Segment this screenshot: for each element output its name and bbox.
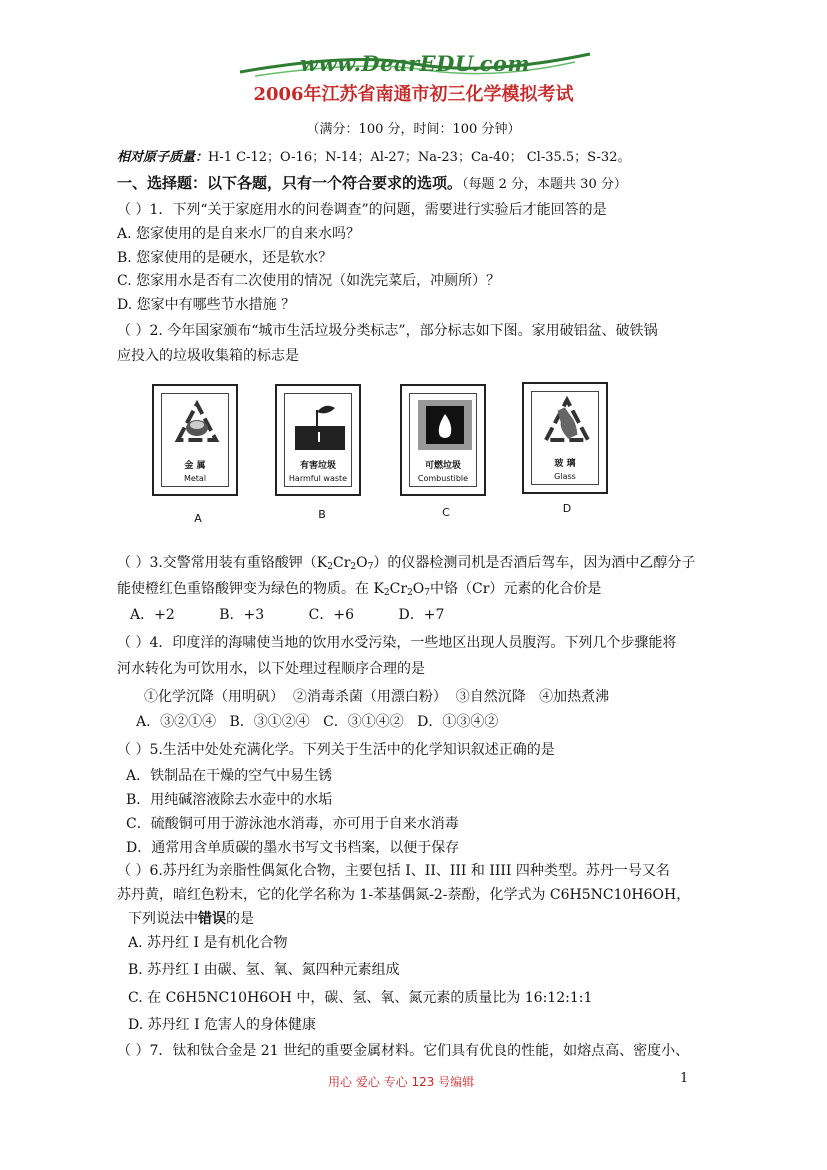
q6-text-c: 的是 — [226, 911, 254, 927]
q6-emphasis: 错误 — [198, 911, 226, 927]
sign-combustible-cn: 可燃垃圾 — [424, 461, 461, 471]
q1-option-d: D. 您家中有哪些节水措施 ？ — [117, 297, 296, 313]
formula-o: O — [356, 555, 368, 571]
q6-option-b: B. 苏丹红 I 由碳、氢、氧、氮四种元素组成 — [128, 962, 400, 978]
exam-title: 2006年江苏省南通市初三化学模拟考试 — [253, 84, 574, 105]
q1-option-a: A. 您家使用的是自来水厂的自来水吗？ — [117, 226, 361, 242]
q5-option-b: B．用纯碱溶液除去水壶中的水垢 — [126, 792, 333, 808]
q4-steps: ①化学沉降（用明矾） ②消毒杀菌（用漂白粉） ③自然沉降 ④加热煮沸 — [144, 689, 610, 705]
q2-stem-line2: 应投入的垃圾收集箱的标志是 — [117, 348, 299, 364]
q6-line3 — [128, 908, 254, 928]
atomic-mass-line — [117, 146, 630, 165]
q5-option-c: C．硫酸铜可用于游泳池水消毒，亦可用于自来水消毒 — [126, 816, 459, 832]
sign-metal-cn: 金 属 — [184, 461, 206, 471]
q3-options: A．+2 B．+3 C．+6 D．+7 — [130, 607, 445, 623]
sign-glass-en: Glass — [554, 472, 576, 481]
q3-text-b: ）的仪器检测司机是否酒后驾车，因为酒中乙醇分子 — [373, 555, 696, 571]
sign-metal-en: Metal — [183, 474, 207, 483]
formula-cr: Cr — [333, 555, 351, 571]
sign-harmful-cn: 有害垃圾 — [299, 461, 336, 471]
q3-text-d: 中铬（Cr）元素的化合价是 — [430, 581, 602, 597]
section-1-note: （每题 2 分，本题共 30 分） — [462, 177, 627, 192]
sign-letter-a: A — [194, 512, 202, 525]
q6-text-a: 下列说法中 — [128, 911, 198, 927]
sign-glass — [522, 382, 608, 494]
q1-option-b: B. 您家使用的是硬水，还是软水？ — [117, 250, 333, 266]
sub-7b: 7 — [424, 588, 431, 598]
waste-sign-figure — [152, 384, 662, 524]
recycle-metal-icon — [166, 396, 228, 454]
formula-cr2: Cr — [389, 581, 408, 597]
q3-line1 — [117, 552, 695, 572]
q4-line1: （ ）4．印度洋的海啸使当地的饮用水受污染，一些地区出现人员腹泻。下列几个步骤能将 — [117, 635, 677, 651]
sign-metal — [152, 384, 238, 496]
q7-stem: （ ）7．钛和钛合金是 21 世纪的重要金属材料。它们具有优良的性能，如熔点高、密度小、 — [117, 1043, 690, 1059]
sign-letter-d: D — [562, 502, 572, 515]
sign-harmful — [275, 384, 361, 496]
q6-option-d: D. 苏丹红 I 危害人的身体健康 — [128, 1017, 317, 1033]
sign-combustible-en: Combustible — [417, 474, 469, 483]
sign-combustible — [400, 384, 486, 496]
q3-line2 — [117, 578, 601, 598]
sub-2: 2 — [327, 562, 334, 572]
sub-2b: 2 — [350, 562, 357, 572]
site-url[interactable]: www.DearEDU.com — [300, 51, 531, 76]
footer-text: 用心 爱心 专心 123 号编辑 — [328, 1075, 475, 1089]
formula-o2: O — [412, 581, 425, 597]
q6-line1: （ ）6.苏丹红为亲脂性偶氮化合物，主要包括 I、II、III 和 IIII 四种类型。苏丹一号又名 — [117, 863, 670, 879]
page-number: 1 — [680, 1071, 689, 1086]
sign-harmful-en: Harmful waste — [288, 474, 348, 483]
q5-option-a: A．铁制品在干燥的空气中易生锈 — [126, 768, 333, 784]
q5-stem: （ ）5.生活中处处充满化学。下列关于生活中的化学知识叙述正确的是 — [117, 742, 555, 758]
sub-2c: 2 — [383, 588, 390, 598]
q3-text-c: 能使橙红色重铬酸钾变为绿色的物质。在 K — [117, 581, 384, 597]
atomic-mass-label: 相对原子质量： — [117, 150, 209, 165]
exam-subtitle: （满分：100 分，时间：100 分钟） — [306, 122, 521, 137]
section-1-heading — [117, 172, 627, 193]
q5-option-d: D．通常用含单质碳的墨水书写文书档案，以便于保存 — [126, 840, 460, 856]
q4-options: A．③②①④ B．③①②④ C．③①④② D．①③④② — [136, 714, 499, 730]
q4-line2: 河水转化为可饮用水，以下处理过程顺序合理的是 — [117, 661, 425, 677]
atomic-mass-values: H-1 C-12；O-16；N-14；Al-27；Na-23；Ca-40； Cl-35.5；S-32。 — [208, 150, 631, 165]
sub-2d: 2 — [407, 588, 413, 598]
q3-text-a: （ ）3.交警常用装有重铬酸钾（K — [117, 555, 328, 571]
sub-7: 7 — [367, 562, 374, 572]
q6-line2: 苏丹黄，暗红色粉末，它的化学名称为 1-苯基偶氮-2-萘酚，化学式为 C6H5NC10H6OH， — [117, 887, 691, 903]
q2-stem-line1: （ ）2. 今年国家颁布“城市生活垃圾分类标志”，部分标志如下图。家用破铝盆、破铁锅 — [117, 323, 658, 339]
sign-letter-b: B — [318, 508, 326, 521]
q1-option-c: C. 您家用水是否有二次使用的情况（如洗完菜后，冲厕所）？ — [117, 273, 501, 289]
section-1-title: 一、选择题：以下各题，只有一个符合要求的选项。 — [117, 174, 463, 192]
q1-stem: （ ）1．下列“关于家庭用水的问卷调查”的问题，需要进行实验后才能回答的是 — [117, 202, 607, 218]
q6-option-c: C. 在 C6H5NC10H6OH 中，碳、氢、氧、氮元素的质量比为 16:12:1:1 — [128, 990, 593, 1006]
q6-option-a: A. 苏丹红 I 是有机化合物 — [128, 935, 288, 951]
sign-glass-cn: 玻 璃 — [554, 459, 576, 469]
recycle-glass-icon — [536, 394, 598, 452]
sign-letter-c: C — [442, 506, 450, 519]
harmful-waste-icon — [289, 396, 351, 454]
flame-icon — [414, 396, 476, 454]
